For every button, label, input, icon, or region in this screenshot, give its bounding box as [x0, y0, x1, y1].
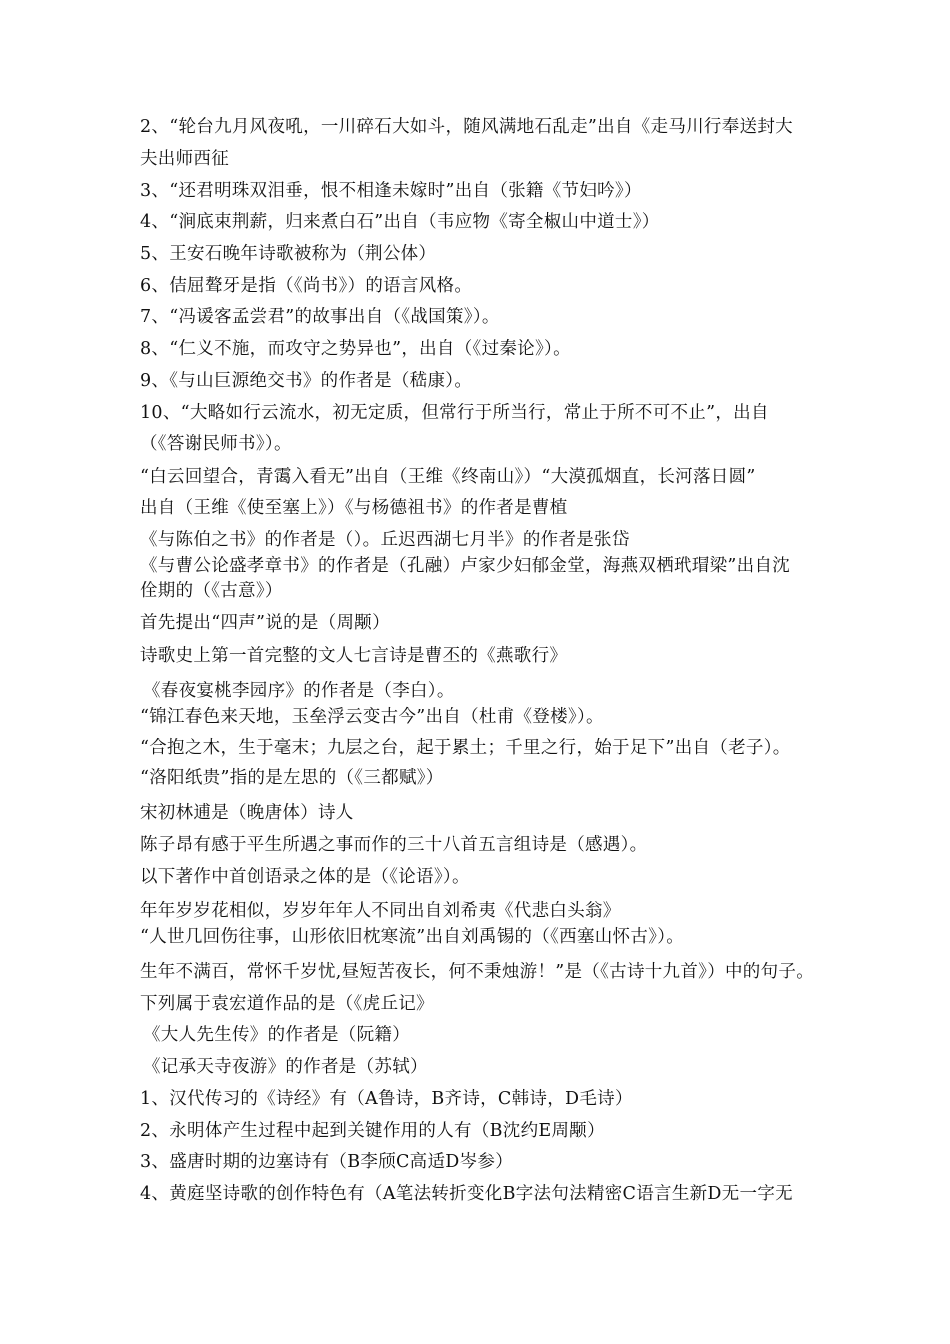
text-line: 陈子昂有感于平生所遇之事而作的三十八首五言组诗是（感遇）。: [140, 835, 648, 855]
text-line: （《答谢民师书》）。: [140, 434, 292, 454]
text-line: 生年不满百，常怀千岁忧,昼短苦夜长，何不秉烛游！”是（《古诗十九首》）中的句子。: [140, 962, 815, 982]
text-line: “锦江春色来天地，玉垒浮云变古今”出自（杜甫《登楼》）。: [140, 707, 604, 727]
text-line: 《春夜宴桃李园序》的作者是（李白）。: [143, 681, 455, 701]
text-line: 出自（王维《使至塞上》）《与杨德祖书》的作者是曹植: [140, 498, 568, 518]
text-line: 《与陈伯之书》的作者是（）。丘迟西湖七月半》的作者是张岱: [140, 530, 630, 550]
text-line: 3、“还君明珠双泪垂，恨不相逢未嫁时”出自（张籍《节妇吟》）: [140, 181, 642, 201]
text-line: 4、黄庭坚诗歌的创作特色有（A笔法转折变化B字法句法精密C语言生新D无一字无: [140, 1184, 793, 1204]
text-line: 佺期的（《古意》）: [140, 581, 283, 601]
text-line: 10、“大略如行云流水，初无定质，但常行于所当行，常止于所不可不止”，出自: [140, 403, 769, 423]
text-line: “合抱之木，生于毫末；九层之台，起于累土；千里之行，始于足下”出自（老子）。: [140, 738, 791, 758]
text-line: 9、《与山巨源绝交书》的作者是（嵇康）。: [140, 371, 473, 391]
text-line: 2、永明体产生过程中起到关键作用的人有（B沈约E周颙）: [140, 1121, 605, 1141]
text-line: 5、王安石晚年诗歌被称为（荆公体）: [140, 244, 437, 264]
text-line: 7、“冯谖客孟尝君”的故事出自（《战国策》）。: [140, 307, 500, 327]
text-line: 1、汉代传习的《诗经》有（A鲁诗，B齐诗，C韩诗，D毛诗）: [140, 1089, 633, 1109]
text-line: 8、“仁义不施，而攻守之势异也”，出自（《过秦论》）。: [140, 339, 571, 359]
text-line: “洛阳纸贵”指的是左思的（《三都赋》）: [140, 768, 444, 788]
text-line: 首先提出“四声”说的是（周颙）: [140, 613, 390, 633]
text-line: 2、“轮台九月风夜吼，一川碎石大如斗，随风满地石乱走”出自《走马川行奉送封大: [140, 117, 793, 137]
text-line: 年年岁岁花相似，岁岁年年人不同出自刘希夷《代悲白头翁》: [140, 901, 621, 921]
text-line: 夫出师西征: [140, 149, 229, 169]
text-line: 4、“涧底束荆薪，归来煮白石”出自（韦应物《寄全椒山中道士》）: [140, 212, 660, 232]
text-line: “白云回望合，青霭入看无”出自（王维《终南山》）“大漠孤烟直，长河落日圆”: [140, 467, 756, 487]
text-line: “人世几回伤往事，山形依旧枕寒流”出自刘禹锡的（《西塞山怀古》）。: [140, 927, 685, 947]
text-line: 宋初林逋是（晚唐体）诗人: [140, 803, 354, 823]
text-line: 《与曹公论盛孝章书》的作者是（孔融）卢家少妇郁金堂，海燕双栖玳瑁梁”出自沈: [140, 556, 791, 576]
text-line: 《记承天寺夜游》的作者是（苏轼）: [143, 1057, 428, 1077]
text-line: 以下著作中首创语录之体的是（《论语》）。: [140, 867, 470, 887]
text-line: 诗歌史上第一首完整的文人七言诗是曹丕的《燕歌行》: [140, 646, 568, 666]
text-line: 6、佶屈聱牙是指（《尚书》）的语言风格。: [140, 276, 473, 296]
text-line: 下列属于袁宏道作品的是（《虎丘记》: [140, 994, 434, 1014]
text-line: 《大人先生传》的作者是（阮籍）: [143, 1025, 410, 1045]
text-line: 3、盛唐时期的边塞诗有（B李颀C高适D岑参）: [140, 1152, 514, 1172]
